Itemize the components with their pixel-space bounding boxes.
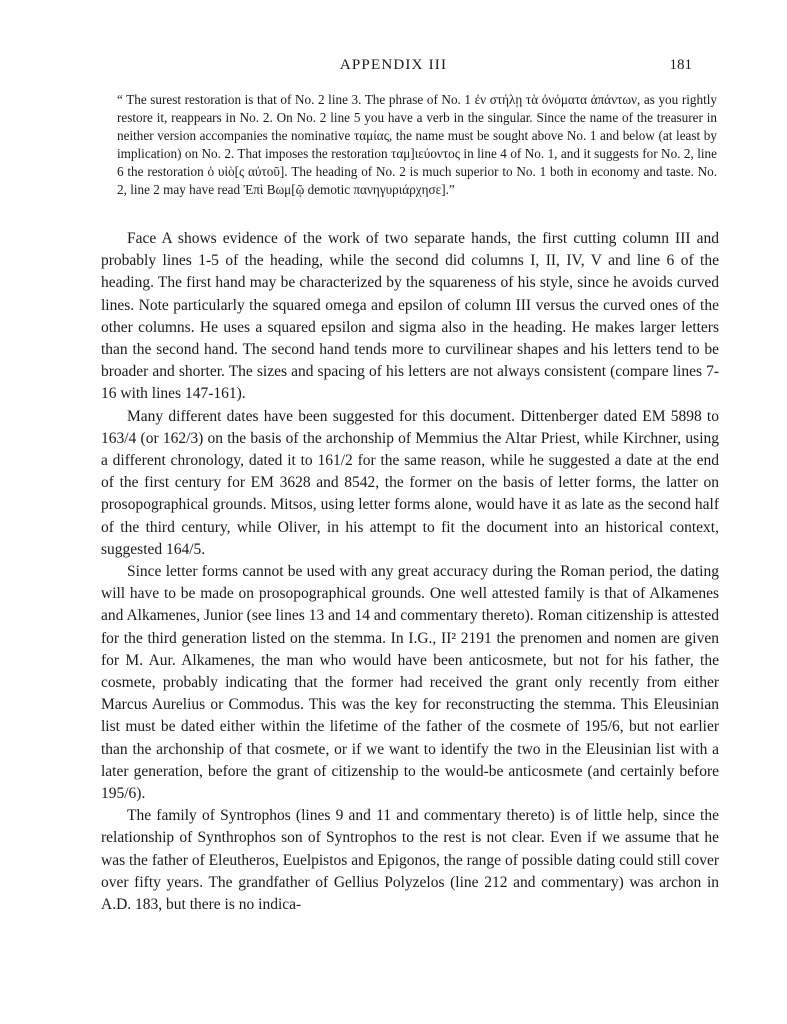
paragraph-hands: Face A shows evidence of the work of two separate hands, the first cutting column III and probably lines 1-5 of the heading, while the second did columns I, II, IV, V and line 6 of the heading. The first hand may be characterized by the squareness of his style, since he avoids curved lines. Note particularly the squared omega and epsilon of column III versus the curved ones of the other columns. He uses a squared epsilon and sigma also in the heading. He makes larger letters than the second hand. The second hand tends more to curvilinear shapes and his letters tend to be broader and shorter. The sizes and spacing of his letters are not always consistent (compare lines 7-16 with lines 147-161). <box>101 230 719 403</box>
paragraph-prosopography: Since letter forms cannot be used with any great accuracy during the Roman period, the dating will have to be made on prosopographical grounds. One well attested family is that of Alkamenes and Alkamenes, Junior (see lines 13 and 14 and commentary thereto). Roman citizenship is attested for the third generation listed on the stemma. In I.G., II² 2191 the prenomen and nomen are given for M. Aur. Alkamenes, the man who would have been anticosmete, but not for his father, the cosmete, probably indicating that the former had received the grant only recently from either Marcus Aurelius or Commodus. This was the key for reconstructing the stemma. This Eleusinian list must be dated either within the lifetime of the father of the cosmete of 195/6, but not earlier than the archonship of that cosmete, or if we want to identify the two in the Eleusinian list with a later generation, before the grant of citizenship to the would-be anticosmete (and certainly before 195/6). <box>101 563 719 803</box>
quoted-letter <box>117 91 717 200</box>
page-number: 181 <box>669 57 692 73</box>
paragraph-syntrophos: The family of Syntrophos (lines 9 and 11 and commentary thereto) is of little help, since the relationship of Synthrophos son of Syntrophos to the rest is not clear. Even if we assume that he was the father of Eleutheros, Euelpistos and Epigonos, the range of possible dating could still cover over fifty years. The grandfather of Gellius Polyzelos (line 212 and commentary) was archon in A.D. 183, but there is no indica- <box>101 807 719 914</box>
running-head <box>0 55 787 77</box>
quote-paragraph: “ The surest restoration is that of No. 2 line 3. The phrase of No. 1 ἐν στήλῃ τὰ ὀνόματα ἀπάντων, as you rightly restore it, reappears in No. 2. On No. 2 line 5 you have a verb in the singular. Since the name of the treasurer in neither version accompanies the nominative ταμίας, the name must be sought above No. 1 and below (at least by implication) on No. 2. That imposes the restoration ταμ]ιεύοντος in line 4 of No. 1, and it suggests for No. 2, line 6 the restoration ὁ υἱὸ[ς αὐτοῦ]. The heading of No. 2 is much superior to No. 1 both in economy and taste. No. 2, line 2 may have read Ἐπὶ Βωμ[ῷ demotic πανηγυριάρχησε].” <box>117 92 717 198</box>
paragraph-dates: Many different dates have been suggested for this document. Dittenberger dated EM 5898 to 163/4 (or 162/3) on the basis of the archonship of Memmius the Altar Priest, while Kirchner, using a different chronology, dated it to 161/2 for the same reason, while he suggested a date at the end of the first century for EM 3628 and 8542, the former on the basis of letter forms, the latter on prosopographical grounds. Mitsos, using letter forms alone, would have it as late as the second half of the third century, while Oliver, in his attempt to fit the document into an historical context, suggested 164/5. <box>101 407 719 558</box>
main-text <box>101 228 719 916</box>
running-title: APPENDIX III <box>339 57 448 73</box>
